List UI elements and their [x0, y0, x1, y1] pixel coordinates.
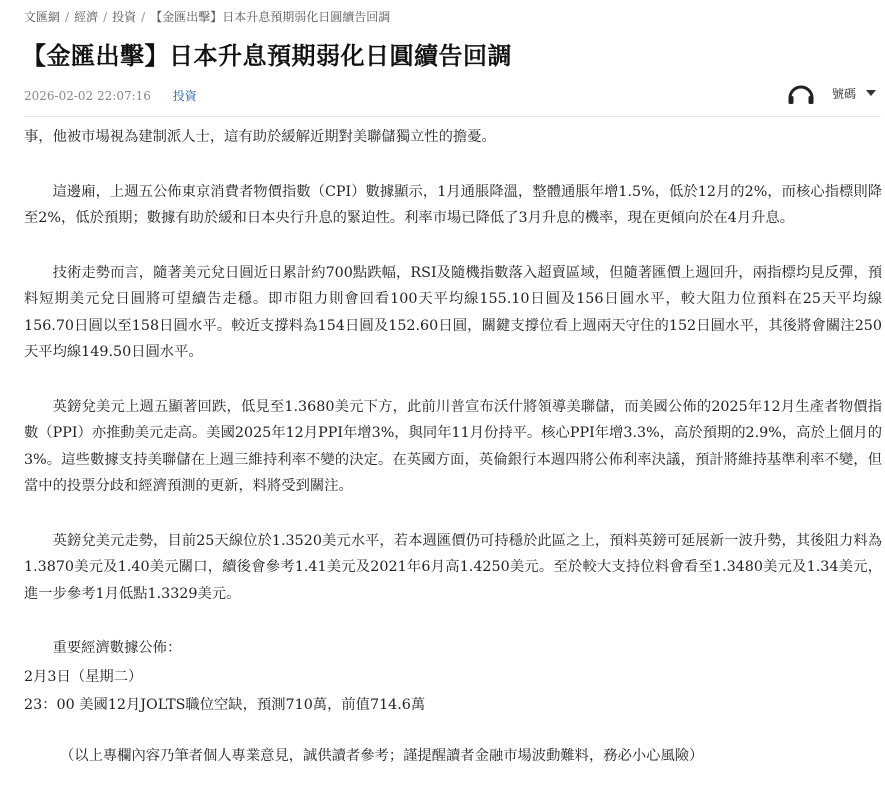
disclaimer: （以上專欄內容乃筆者個人專業意見，誠供讀者參考；謹提醒讀者金融市場波動難料，務必小心風險） [60, 747, 704, 764]
schedule-item: 23：00 美國12月JOLTS職位空缺，預測710萬，前值714.6萬 [24, 697, 426, 713]
header-divider [24, 116, 881, 117]
breadcrumb-current: 【金匯出擊】日本升息預期弱化日圓續告回調 [150, 10, 391, 24]
article-meta [24, 87, 197, 104]
breadcrumb-separator: / [141, 10, 146, 24]
article-title: 【金匯出擊】日本升息預期弱化日圓續告回調 [22, 42, 512, 70]
breadcrumb-economy[interactable]: 經濟 [74, 10, 99, 24]
article-paragraph: 這邊廂，上週五公佈東京消費者物價指數（CPI）數據顯示，1月通脹降溫，整體通脹年增1.5%，低於12月的2%，而核心指標則降至2%，低於預期；數據有助於緩和日本央行升息的緊迫性。利率市場已降低了3月升息的機率，現在更傾向於在4月升息。 [24, 183, 882, 226]
schedule-heading: 重要經濟數據公佈： [52, 640, 182, 656]
publish-date: 2026-02-02 22:07:16 [24, 89, 151, 103]
article-body [24, 124, 882, 797]
headset-icon [786, 81, 816, 105]
article-paragraph: 英鎊兌美元上週五顯著回跌，低見至1.3680美元下方，此前川普宣布沃什將領導美聯儲，而美國公佈的2025年12月生產者物價指數（PPI）亦推動美元走高。美國2025年12月PPI年增3%，與同年11月份持平。核心PPI年增3.3%，高於預期的2.9%，高於上個月的3%。這些數據支持美聯儲在上週三維持利率不變的決定。在英國方面，英倫銀行本週四將公佈利率決議，預計將維持基準利率不變，但當中的投票分歧和經濟預測的更新，料將受到關注。 [24, 398, 882, 494]
breadcrumb-separator: / [103, 10, 108, 24]
article-paragraph: 英鎊兌美元走勢，目前25天線位於1.3520美元水平，若本週匯價仍可持穩於此區之上，預料英鎊可延展新一波升勢，其後阻力料為1.3870美元及1.40美元關口，續後會參考1.41美元及2021年6月高1.4250美元。至於較大支持位料會看至1.3480美元及1.34美元，進一步參考1月低點1.3329美元。 [24, 532, 882, 602]
category-link[interactable]: 投資 [172, 89, 197, 103]
account-menu[interactable] [786, 81, 876, 105]
breadcrumb-home[interactable]: 文匯網 [24, 10, 61, 24]
schedule-date: 2月3日（星期二） [24, 668, 143, 685]
article-paragraph: 技術走勢而言，隨著美元兌日圓近日累計約700點跌幅，RSI及隨機指數落入超賣區域，但隨著匯價上週回升，兩指標均見反彈，預料短期美元兌日圓將可望續告走穩。即市阻力則會回看100天平均線155.10日圓及156日圓水平，較大阻力位預料在25天平均線156.70日圓以至158日圓水平。較近支撐料為154日圓及152.60日圓，關鍵支撐位看上週兩天守住的152日圓水平，其後將會關注250天平均線149.50日圓水平。 [24, 264, 882, 360]
breadcrumb-separator: / [65, 10, 70, 24]
chevron-down-icon [866, 89, 876, 97]
account-label: 號碼 [832, 86, 857, 101]
breadcrumb [24, 8, 390, 25]
breadcrumb-investment[interactable]: 投資 [112, 10, 137, 24]
article-paragraph: 事，他被市場視為建制派人士，這有助於緩解近期對美聯儲獨立性的擔憂。 [24, 129, 496, 145]
